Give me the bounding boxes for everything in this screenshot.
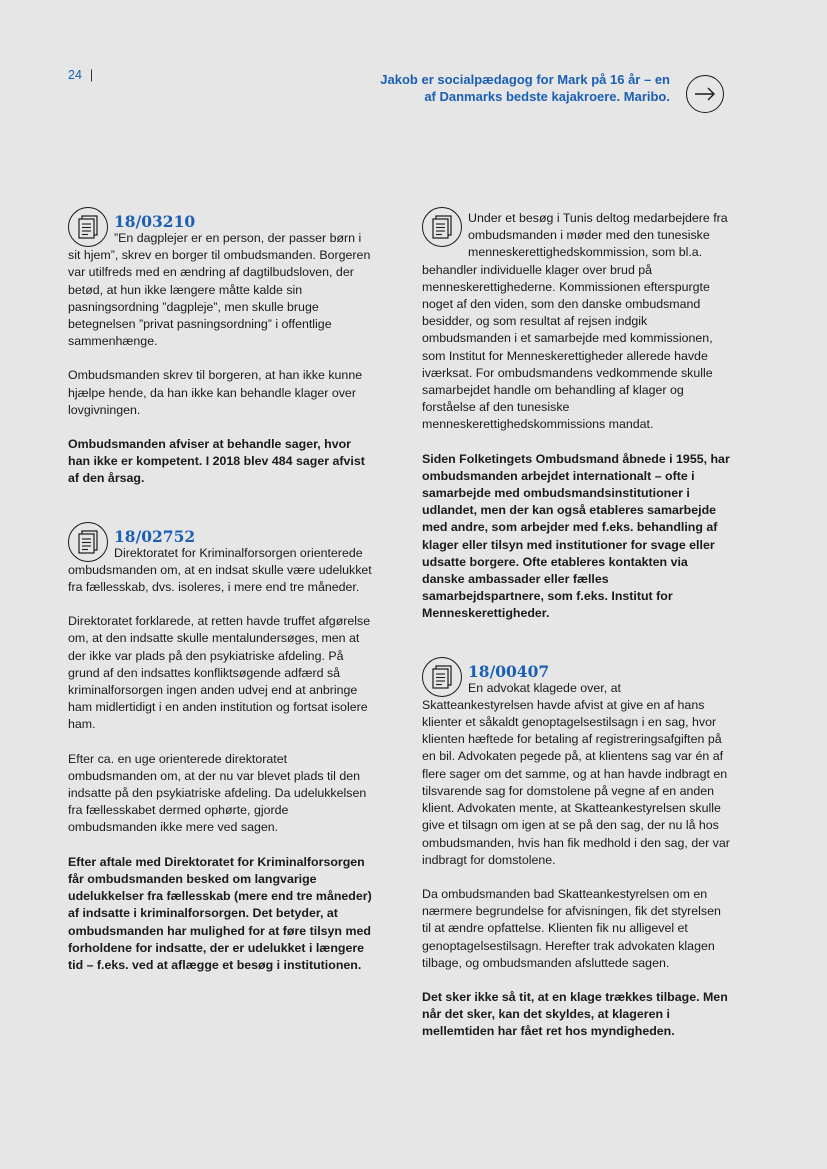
document-icon (68, 522, 108, 562)
case-block (68, 207, 376, 488)
case-number: 18/02752 (114, 526, 196, 546)
case-block (422, 657, 730, 1041)
case-number: 18/00407 (468, 661, 550, 681)
case-paragraph: Efter ca. en uge orienterede direktoratet ombudsmanden om, at der nu var blevet plads til den indsatte på den psykiatriske afdeling. Da udelukkelsen fra fællesskabet dermed ophørte, gjorde ombudsmanden ikke mere ved sagen. (68, 751, 367, 835)
case-paragraph: Direktoratet for Kriminalforsorgen orienterede ombudsmanden om, at en indsat skulle være udelukket fra fællesskab, dvs. isoleres, i mere end tre måneder. (68, 545, 372, 595)
case-summary: Siden Folketingets Ombudsmand åbnede i 1955, har ombudsmanden arbejdet internationalt – ofte i samarbejde med ombudsmandsinstitutioner i udlandet, men der kan også etableres samarbejde med andre, som arbejder med f.eks. behandling af klager eller tilsyn med institutioner for svage eller udsatte borgere. Ofte etableres kontakten via danske ambassader eller fælles samarbejdspartnere, som f.eks. Institut for Menneskerettigheder. (422, 451, 730, 621)
left-column (68, 207, 376, 1008)
case-paragraph: En advokat klagede over, at Skatteankestyrelsen havde afvist at give en af hans klienter et såkaldt genoptagelsestilsagn i en sag, hvor klienten hæftede for betaling af registreringsafgiften på en bil. Advokaten pegede på, at klientens sag var én af flere sager om det samme, og at han havde indbragt en tilsvarende sag for domstolene på vegne af en anden klient. Advokaten mente, at Skatteankestyrelsen skulle give et tilsagn om igen at se på den sag, der nu lå hos ombudsmanden, hvis han fik medhold i den sag, der var indbragt for domstolene. (422, 680, 730, 867)
case-paragraph: Ombudsmanden skrev til borgeren, at han ikke kunne hjælpe hende, da han ikke kan behandle klager over lovgivningen. (68, 368, 363, 417)
arrow-right-icon (694, 87, 716, 101)
right-column (422, 207, 730, 1075)
case-number: 18/03210 (114, 212, 196, 231)
case-block (422, 207, 730, 623)
document-icon (422, 207, 462, 247)
document-icon (68, 207, 108, 247)
page-number-value: 24 (68, 68, 82, 82)
case-summary: Det sker ikke så tit, at en klage trækkes tilbage. Men når det sker, kan det skyldes, at klageren i mellemtiden har fået ret hos myndigheden. (422, 989, 728, 1039)
case-paragraph: Da ombudsmanden bad Skatteankestyrelsen om en nærmere begrundelse for afvisningen, fik det styrelsen til at ændre opfattelse. Klienten fik nu alligevel et genoptagelsestilsagn. Herefter trak advokaten klagen tilbage, og ombudsmanden afsluttede sagen. (422, 886, 721, 970)
next-article-button[interactable] (686, 75, 724, 113)
case-paragraph: Under et besøg i Tunis deltog medarbejdere fra ombudsmanden i møder med den tunesiske menneskerettighedskommission, som bl.a. behandler individuelle klager over brud på menneskerettighederne. Kommissionen efterspurgte noget af den viden, som den danske ombudsmand besidder, og som resultat af rejsen indgik ombudsmanden i et samarbejde med kommissionen, som Institut for Menneskerettigheder allerede havde iværksat. For ombudsmandens vedkommende skulle samarbejdet handle om behandling af klager og forståelse af den tunesiske menneskerettighedskommissions mandat. (422, 211, 728, 432)
document-icon (422, 657, 462, 697)
case-summary: Efter aftale med Direktoratet for Kriminalforsorgen får ombudsmanden besked om langvarige udelukkelser fra fællesskab (mere end tre måneder) af indsatte i kriminalforsorgen. Det betyder, at ombudsmanden har mulighed for at føre tilsyn med forholdene for indsatte, der er udelukket i længere tid – f.eks. ved at aflægge et besøg i institutionen. (68, 854, 372, 972)
case-paragraph: ”En dagplejer er en person, der passer børn i sit hjem”, skrev en borger til ombudsmanden. Borgeren var utilfreds med en ændring af dagtilbudsloven, der betød, at hun ikke længere måtte kalde sin pasningsordning ”dagpleje”, men skulle bruge betegnelsen ”privat pasningsordning” i offentlige sammenhænge. (68, 231, 371, 349)
next-article-teaser[interactable]: Jakob er socialpædagog for Mark på 16 år – en af Danmarks bedste kajakroere. Maribo. (380, 72, 670, 104)
case-block (68, 522, 376, 974)
case-paragraph: Direktoratet forklarede, at retten havde truffet afgørelse om, at den indsatte skulle mentalundersøges, men at der ikke var plads på den psykiatriske afdeling. På grund af den indsattes konfliktsøgende adfærd så kriminalforsorgen ingen anden udvej end at anbringe ham midlertidigt i en anden institution og fortsat isolere ham. (68, 614, 371, 732)
page-number: 24 | (68, 68, 94, 82)
case-summary: Ombudsmanden afviser at behandle sager, hvor han ikke er kompetent. I 2018 blev 484 sager afvist af den årsag. (68, 437, 365, 486)
